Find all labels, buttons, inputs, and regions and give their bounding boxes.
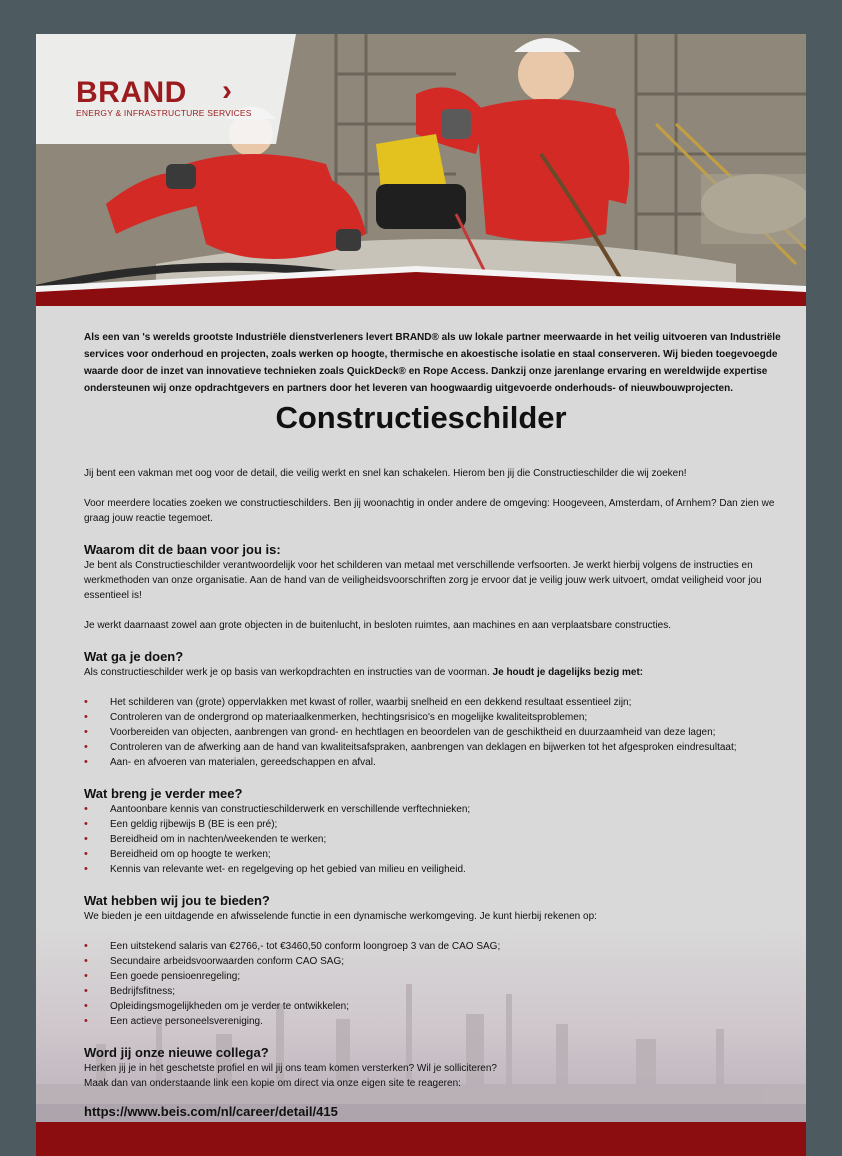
colleague-line-1: Herken jij je in het geschetste profiel en wil jij ons team komen versterken? Wil je solliciteren?	[84, 1063, 497, 1074]
bring-heading: Wat breng je verder mee?	[84, 786, 243, 801]
logo-wordmark: BRAND	[76, 76, 187, 109]
list-item: • Een uitstekend salaris van €2766,- tot €3460,50 conform loongroep 3 van de CAO SAG;	[84, 939, 784, 954]
list-item: • Bereidheid om in nachten/weekenden te werken;	[84, 832, 784, 847]
tasks-list	[84, 695, 784, 770]
colleague-line-2: Maak dan van onderstaande link een kopie om direct via onze eigen site te reageren:	[84, 1078, 461, 1089]
hero-photo	[36, 34, 806, 306]
why-heading: Waarom dit de baan voor jou is:	[84, 542, 281, 557]
list-item: • Een goede pensioenregeling;	[84, 969, 784, 984]
logo-tagline: ENERGY & INFRASTRUCTURE SERVICES	[76, 108, 252, 118]
list-item: • Het schilderen van (grote) oppervlakken met kwast of roller, waarbij snelheid en een dekkend resultaat essentieel zijn;	[84, 695, 784, 710]
list-item: • Bereidheid om op hoogte te werken;	[84, 847, 784, 862]
what-heading: Wat ga je doen?	[84, 649, 184, 664]
locations-paragraph: Voor meerdere locaties zoeken we constructieschilders. Ben jij woonachtig in onder andere de omgeving: Hoogeveen, Amsterdam, of Arnhem? Dan zien we graag jouw reactie tegemoet.	[84, 498, 775, 524]
list-item: • Controleren van de ondergrond op materiaalkenmerken, hechtingsrisico's en mogelijke kwaliteitsproblemen;	[84, 710, 784, 725]
list-item: • Secundaire arbeidsvoorwaarden conform CAO SAG;	[84, 954, 784, 969]
intro-paragraph: Als een van 's werelds grootste Industriële dienstverleners levert BRAND® als uw lokale partner meerwaarde in het veilig uitvoeren van Industriële services voor onderhoud en projecten, zoals werken op hoogte, thermische en akoestische isolatie en staal conserveren. Wij bieden toegevoegde waarde door de inzet van innovatieve technieken zoals QuickDeck® en Rope Access. Dankzij onze jarenlange ervaring en wereldwijde expertise ondersteunen wij onze opdrachtgevers en partners door het leveren van hoogwaardig uitgevoerde onderhouds- of nieuwbouwprojecten.	[84, 332, 781, 394]
requirements-list	[84, 802, 784, 877]
list-item: • Een actieve personeelsvereniging.	[84, 1014, 784, 1029]
footer-bar	[36, 1122, 806, 1156]
what-text	[84, 665, 784, 680]
benefits-list	[84, 939, 784, 1029]
list-item: • Bedrijfsfitness;	[84, 984, 784, 999]
list-item: • Controleren van de afwerking aan de hand van kwaliteitsafspraken, aanbrengen van deklagen en bijwerken tot het afgesproken eindresultaat;	[84, 740, 784, 755]
logo-chevron-icon: ›	[222, 74, 232, 107]
list-item: • Aan- en afvoeren van materialen, gereedschappen en afval.	[84, 755, 784, 770]
page-title: Constructieschilder	[275, 400, 567, 435]
intro-line: Jij bent een vakman met oog voor de detail, die veilig werkt en snel kan schakelen. Hierom ben jij die Constructieschilder die wij zoeken!	[84, 468, 687, 479]
job-posting-page	[36, 34, 806, 1156]
offer-heading: Wat hebben wij jou te bieden?	[84, 893, 270, 908]
what-text-bold: Je houdt je dagelijks bezig met:	[492, 667, 644, 678]
why-text-2: Je werkt daarnaast zowel aan grote objecten in de buitenlucht, in besloten ruimtes, aan machines en aan verplaatsbare constructies.	[84, 620, 672, 631]
list-item: • Aantoonbare kennis van constructieschilderwerk en verschillende verftechnieken;	[84, 802, 784, 817]
job-description	[84, 466, 784, 1091]
colleague-heading: Word jij onze nieuwe collega?	[84, 1045, 269, 1060]
what-text-plain: Als constructieschilder werk je op basis van werkopdrachten en instructies van de voorman.	[84, 667, 490, 678]
list-item: • Voorbereiden van objecten, aanbrengen van grond- en hechtlagen en beoordelen van de geschiktheid en duurzaamheid van deze lagen;	[84, 725, 784, 740]
list-item: • Opleidingsmogelijkheden om je verder te ontwikkelen;	[84, 999, 784, 1014]
list-item: • Kennis van relevante wet- en regelgeving op het gebied van milieu en veiligheid.	[84, 862, 784, 877]
offer-text: We bieden je een uitdagende en afwisselende functie in een dynamische werkomgeving. Je kunt hierbij rekenen op:	[84, 911, 597, 922]
list-item: • Een geldig rijbewijs B (BE is een pré);	[84, 817, 784, 832]
why-text: Je bent als Constructieschilder verantwoordelijk voor het schilderen van metaal met verschillende verfsoorten. Je werkt hierbij volgens de instructies en werkmethoden van onze organisatie. Aan de hand van de veiligheidsvoorschriften zorg je ervoor dat je veilig jouw werk uitvoert, omdat veiligheid voor jou essentieel is!	[84, 560, 762, 601]
career-link[interactable]: https://www.beis.com/nl/career/detail/415	[84, 1104, 338, 1119]
brand-logo	[36, 34, 306, 144]
